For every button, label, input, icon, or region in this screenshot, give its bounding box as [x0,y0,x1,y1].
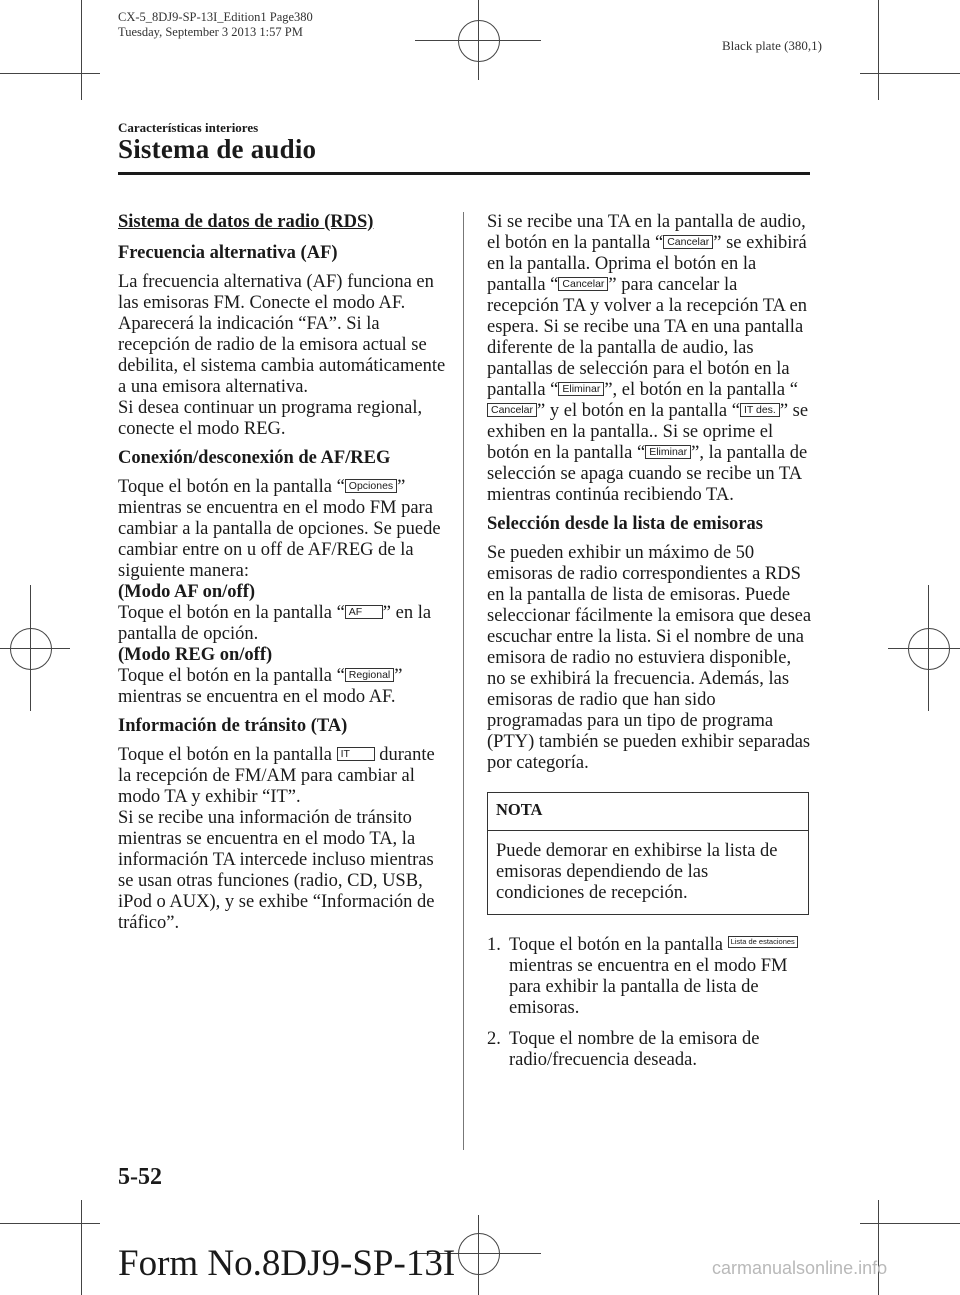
text-run: ” en la pantalla de opción. [118,603,432,644]
right-column [487,212,813,1081]
page-title: Sistema de audio [118,134,317,164]
note-body: Puede demorar en exhibirse la lista de emisoras dependiendo de las condiciones de recepción. [496,841,778,903]
registration-line [478,0,479,80]
text-run: durante la recepción de FM/AM para cambiar al modo TA y exhibir “IT”. [118,745,435,807]
registration-circle [10,628,52,670]
steps-list [487,935,813,1071]
text-run: Si se recibe una TA en la pantalla de audio, el botón en la pantalla “ [487,212,806,253]
note-heading: NOTA [488,793,808,831]
plate-label: Black plate (380,1) [722,38,822,53]
it-des-button: IT des. [740,403,780,417]
it-button: IT [337,747,375,761]
text-run: ”, el botón en la pantalla “ [604,380,798,400]
crop-mark [860,1223,960,1224]
text-run: ” mientras se encuentra en el modo AF. [118,666,403,707]
print-metadata [118,10,313,40]
note-box [487,792,809,915]
registration-line [478,1215,479,1295]
af-subheading: Frecuencia alternativa (AF) [118,243,338,263]
text-run: Toque el botón en la pantalla [509,935,723,955]
af-paragraph [118,272,450,440]
text-run: Toque el botón en la pantalla “ [118,603,345,623]
registration-circle [458,20,500,62]
page-number: 5-52 [118,1164,162,1190]
step-text [509,935,813,1019]
form-number: Form No.8DJ9-SP-13I [118,1243,456,1284]
af-button: AF [345,605,383,619]
column-divider [463,212,464,1150]
text-run: mientras se encuentra en el modo FM para exhibir la pantalla de lista de emisoras. [509,956,788,1018]
eliminar-button: Eliminar [645,445,691,459]
af-text-2: Si desea continuar un programa regional, conecte el modo REG. [118,398,423,439]
text-run: ” mientras se encuentra en el modo FM para cambiar a la pantalla de opciones. Se puede cambiar entre on u off de AF/REG de la siguiente manera: [118,477,441,581]
crop-mark [878,0,879,100]
registration-circle [458,1233,500,1275]
section-label: Características interiores [118,120,259,135]
cancelar-button: Cancelar [558,277,608,291]
crop-mark [878,1200,879,1295]
opciones-button: Opciones [345,479,397,493]
ta-subheading: Información de tránsito (TA) [118,716,348,736]
crop-mark [0,73,100,74]
print-meta-line: Tuesday, September 3 2013 1:57 PM [118,25,303,39]
station-list-paragraph: Se pueden exhibir un máximo de 50 emisoras de radio correspondientes a RDS en la pantalla de lista de emisoras. Puede seleccionar fácilmente la emisora que desea escuchar entre la lista. Si el nombre de una emisora de radio no estuviera disponible, no se exhibirá la frecuencia. Además, las emisoras de radio que han sido programadas para un tipo de programa (PTY) también se pueden exhibir separadas por categoría. [487,543,812,773]
af-reg-paragraph [118,477,450,708]
text-run: Si se recibe una información de tránsito mientras se encuentra en el modo TA, la información TA intercede incluso mientras se usan otras funciones (radio, CD, USB, iPod o AUX), y se exhibe “Información de tráfico”. [118,808,435,933]
print-meta-line: CX-5_8DJ9-SP-13I_Edition1 Page380 [118,10,313,24]
rds-heading: Sistema de datos de radio (RDS) [118,212,374,232]
registration-line [0,648,70,649]
lista-estaciones-button: Lista de estaciones [728,936,798,948]
left-column [118,212,450,942]
crop-mark [81,0,82,100]
registration-circle [908,628,950,670]
crop-mark [81,1200,82,1295]
cancelar-button: Cancelar [663,235,713,249]
ta-cancel-paragraph [487,212,813,506]
text-run: Toque el botón en la pantalla [118,745,332,765]
eliminar-button: Eliminar [558,382,604,396]
step-number: 2. [487,1029,501,1049]
ta-paragraph [118,745,450,934]
title-rule [118,172,810,175]
station-list-subheading: Selección desde la lista de emisoras [487,514,763,534]
mode-af-label: (Modo AF on/off) [118,582,256,602]
text-run: ” se exhiben en la pantalla.. Si se oprime el botón en la pantalla “ [487,401,809,463]
step-item [487,935,813,1019]
text-run: ” y el botón en la pantalla “ [537,401,740,421]
step-text: Toque el nombre de la emisora de radio/frecuencia deseada. [509,1029,760,1070]
regional-button: Regional [345,668,394,682]
text-run: Toque el botón en la pantalla “ [118,666,345,686]
cancelar-button: Cancelar [487,403,537,417]
af-reg-subheading: Conexión/desconexión de AF/REG [118,448,391,468]
text-run: ” para cancelar la recepción TA y volver a la recepción TA en espera. Si se recibe una TA en una pantalla diferente de la pantalla de audio, las pantallas de selección para el botón en la pantalla “ [487,275,807,400]
text-run: ” se exhibirá en la pantalla. Oprima el botón en la pantalla “ [487,233,807,295]
crop-mark [860,73,960,74]
registration-line [888,648,960,649]
text-run: Toque el botón en la pantalla “ [118,477,345,497]
text-run: ”, la pantalla de selección se apaga cuando se recibe un TA mientras continúa recibiendo TA. [487,443,808,505]
watermark: carmanualsonline.info [712,1258,888,1278]
af-text: La frecuencia alternativa (AF) funciona en las emisoras FM. Conecte el modo AF. Aparecerá la indicación “FA”. Si la recepción de radio de la emisora actual se debilita, el sistema cambia automáticamente a una emisora alternativa. [118,272,446,397]
crop-mark [0,1223,100,1224]
step-item [487,1029,813,1071]
mode-reg-label: (Modo REG on/off) [118,645,273,665]
step-number: 1. [487,935,501,955]
